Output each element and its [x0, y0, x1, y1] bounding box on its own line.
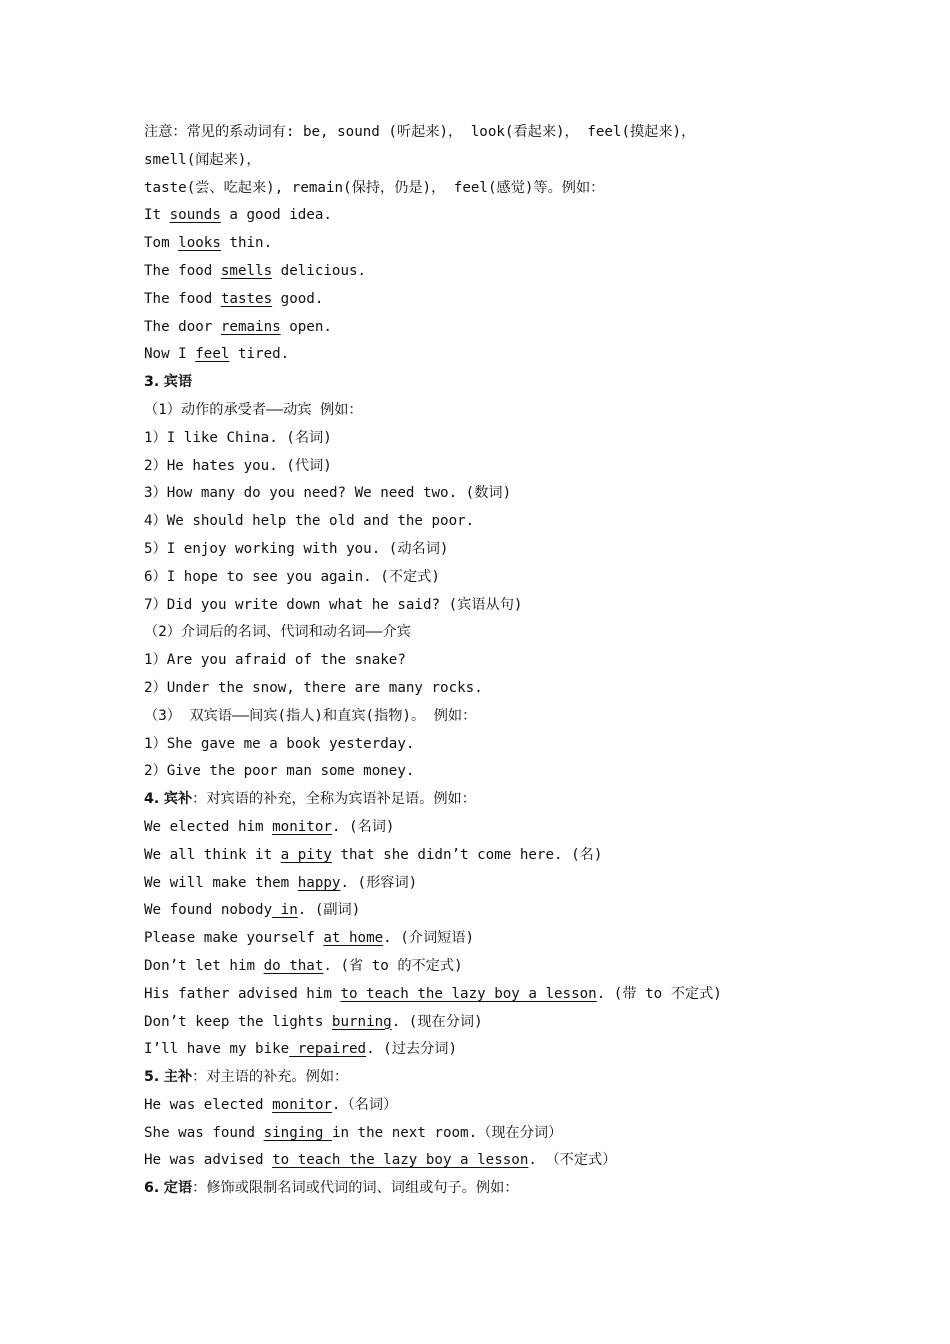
underlined-phrase: to teach the lazy boy a lesson: [340, 985, 597, 1002]
s5-example: He was advised to teach the lazy boy a lesson. （不定式）: [144, 1152, 617, 1169]
underlined-phrase: monitor: [272, 818, 332, 835]
s4-example: I’ll have my bike repaired. (过去分词): [144, 1041, 458, 1058]
s4-example: We found nobody in. (副词): [144, 902, 361, 919]
s4-example: We elected him monitor. (名词): [144, 818, 395, 835]
underlined-word: feel: [195, 346, 230, 363]
underlined-phrase: to teach the lazy boy a lesson: [272, 1152, 529, 1169]
s4-example: Don’t let him do that. (省 to 的不定式): [144, 957, 463, 974]
s3-sub3-item: 2）Give the poor man some money.: [144, 763, 415, 780]
underlined-word: tastes: [220, 290, 273, 307]
section-5-heading: 5. 主补：对主语的补充。例如：: [144, 1069, 349, 1086]
s3-sub3-item: 1）She gave me a book yesterday.: [144, 735, 415, 752]
s4-example: Don’t keep the lights burning. (现在分词): [144, 1013, 483, 1030]
linking-example: Now I feel tired.: [144, 346, 290, 363]
s3-sub3-heading: （3） 双宾语——间宾(指人)和直宾(指物)。 例如：: [144, 707, 477, 724]
s4-example: Please make yourself at home. (介词短语): [144, 930, 475, 947]
underlined-word: looks: [178, 235, 221, 252]
document-content: [144, 119, 824, 1203]
note-line-1: 注意：常见的系动词有: be, sound (听起来)， look(看起来)， feel(摸起来)，: [144, 124, 696, 140]
s3-sub1-item: 6）I hope to see you again. (不定式): [144, 568, 440, 585]
s4-example: We all think it a pity that she didn’t come here. (名): [144, 846, 603, 863]
section-3-heading: 3. 宾语: [144, 374, 193, 391]
note-line-3: taste(尝、吃起来), remain(保持，仍是)， feel(感觉)等。例如：: [144, 179, 605, 196]
linking-example: It sounds a good idea.: [144, 207, 332, 224]
underlined-phrase: repaired: [289, 1041, 367, 1058]
s3-sub2-item: 1）Are you afraid of the snake?: [144, 652, 406, 669]
underlined-phrase: do that: [263, 957, 324, 974]
s5-example: She was found singing in the next room.（现在分词）: [144, 1124, 563, 1141]
underlined-word: smells: [220, 262, 273, 279]
s3-sub2-heading: （2）介词后的名词、代词和动名词——介宾: [144, 624, 411, 641]
s3-sub1-item: 1）I like China. (名词): [144, 429, 332, 446]
underlined-phrase: a pity: [280, 846, 332, 863]
linking-example: The food tastes good.: [144, 290, 324, 307]
underlined-word: remains: [220, 318, 281, 335]
underlined-phrase: singing: [263, 1124, 332, 1141]
underlined-phrase: at home: [323, 930, 384, 947]
s3-sub1-item: 3）How many do you need? We need two. (数词): [144, 485, 512, 502]
section-6-heading: 6. 定语：修饰或限制名词或代词的词、词组或句子。例如：: [144, 1180, 519, 1197]
s3-sub1-item: 2）He hates you. (代词): [144, 457, 332, 474]
s3-sub1-item: 5）I enjoy working with you. (动名词): [144, 540, 449, 557]
section-4-heading: 4. 宾补：对宾语的补充，全称为宾语补足语。例如：: [144, 791, 476, 808]
note-line-2: smell(闻起来)，: [144, 151, 261, 168]
s5-example: He was elected monitor.（名词）: [144, 1096, 398, 1113]
underlined-word: sounds: [169, 207, 221, 224]
s4-example: We will make them happy. (形容词): [144, 874, 418, 891]
underlined-phrase: happy: [297, 874, 341, 891]
linking-example: The door remains open.: [144, 318, 332, 335]
underlined-phrase: monitor: [272, 1096, 332, 1113]
s4-example: His father advised him to teach the lazy boy a lesson. (带 to 不定式): [144, 985, 722, 1002]
linking-example: The food smells delicious.: [144, 262, 367, 279]
linking-example: Tom looks thin.: [144, 235, 273, 252]
underlined-phrase: burning: [331, 1013, 392, 1030]
s3-sub1-item: 4）We should help the old and the poor.: [144, 513, 475, 530]
s3-sub2-item: 2）Under the snow, there are many rocks.: [144, 679, 483, 696]
s3-sub1-item: 7）Did you write down what he said? (宾语从句): [144, 596, 523, 613]
underlined-phrase: in: [272, 902, 298, 919]
s3-sub1-heading: （1）动作的承受者——动宾 例如：: [144, 401, 363, 418]
